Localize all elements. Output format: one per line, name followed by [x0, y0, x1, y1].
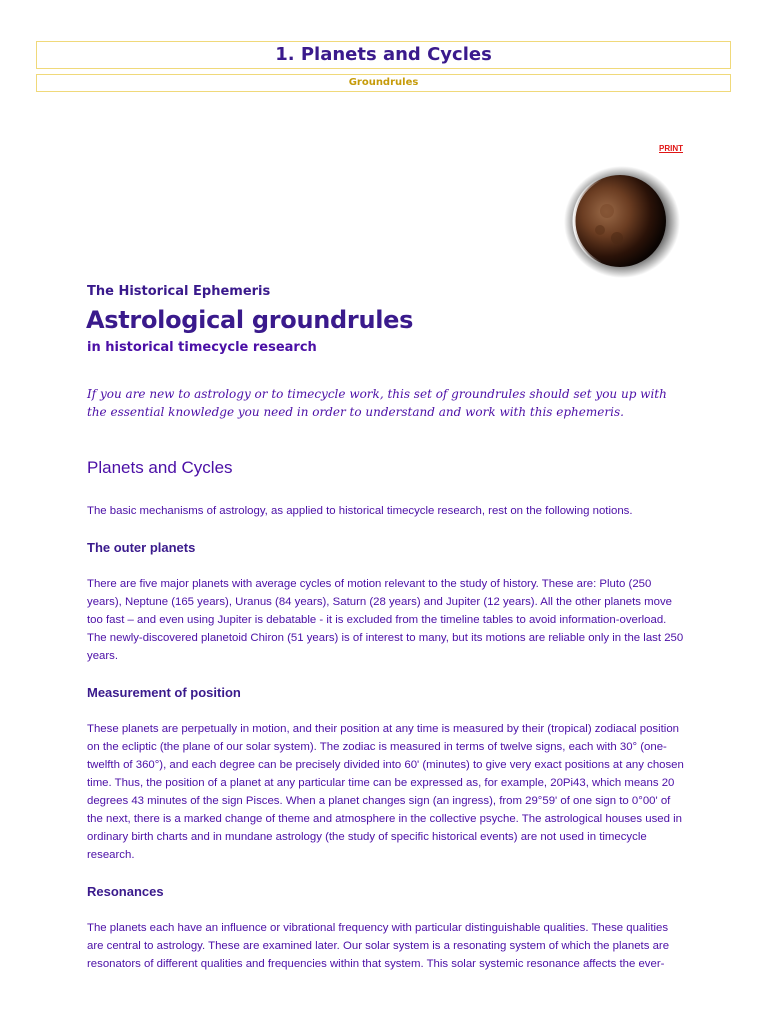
section-body-outer-planets: There are five major planets with average cycles of motion relevant to the study of history. These are: Pluto (250 years), Neptune (165 years), Uranus (84 years), Saturn (28 years) and Jupiter (12 years). All the other planets move too fast – and even using Jupiter is debatable - it is excluded from the timeline tables to avoid information-overload. The newly-discovered planetoid Chiron (51 years) is of interest to many, but its motions are reliable only in the last 250 years.: [87, 578, 684, 662]
section-body-measurement: These planets are perpetually in motion, and their position at any time is measured by their (tropical) zodiacal position on the ecliptic (the plane of our solar system). The zodiac is measured in terms of twelve signs, each with 30° (one-twelfth of 360°), and each degree can be precisely divided into 60' (minutes) to give very exact positions at any chosen time. Thus, the position of a planet at any particular time can be expressed as, for example, 20Pi43, which means 20 degrees 43 minutes of the sign Pisces. When a planet changes sign (an ingress), from 29°59' of one sign to 0°00' of the next, there is a marked change of theme and atmosphere in the collective psyche. The astrological houses used in ordinary birth charts and in mundane astrology (the study of specific historical events) are not used in timecycle research.: [87, 723, 684, 861]
section-body-resonances: The planets each have an influence or vibrational frequency with particular distinguishable qualities. These qualities are central to astrology. These are examined later. Our solar system is a resonating system of which the planets are resonators of different qualities and frequencies within that system. This solar systemic resonance affects the ever-: [87, 922, 670, 970]
article-content: [87, 458, 687, 993]
page-header-subtitle[interactable]: Groundrules: [36, 74, 731, 92]
section-heading-resonances: Resonances: [87, 884, 164, 899]
section-title: Planets and Cycles: [87, 458, 233, 477]
article-title: Astrological groundrules: [86, 306, 414, 334]
article-subtitle: in historical timecycle research: [87, 340, 317, 355]
page-header-title: 1. Planets and Cycles: [36, 41, 731, 69]
section-lead: The basic mechanisms of astrology, as applied to historical timecycle research, rest on the following notions.: [87, 505, 633, 517]
eclipsed-moon-image: [562, 166, 682, 278]
section-heading-outer-planets: The outer planets: [87, 540, 196, 555]
article-kicker: The Historical Ephemeris: [87, 284, 271, 299]
section-heading-measurement: Measurement of position: [87, 685, 241, 700]
intro-paragraph: If you are new to astrology or to timecycle work, this set of groundrules should set you up with the essential knowledge you need in order to understand and work with this ephemeris.: [87, 387, 667, 419]
print-link[interactable]: PRINT: [659, 144, 683, 153]
